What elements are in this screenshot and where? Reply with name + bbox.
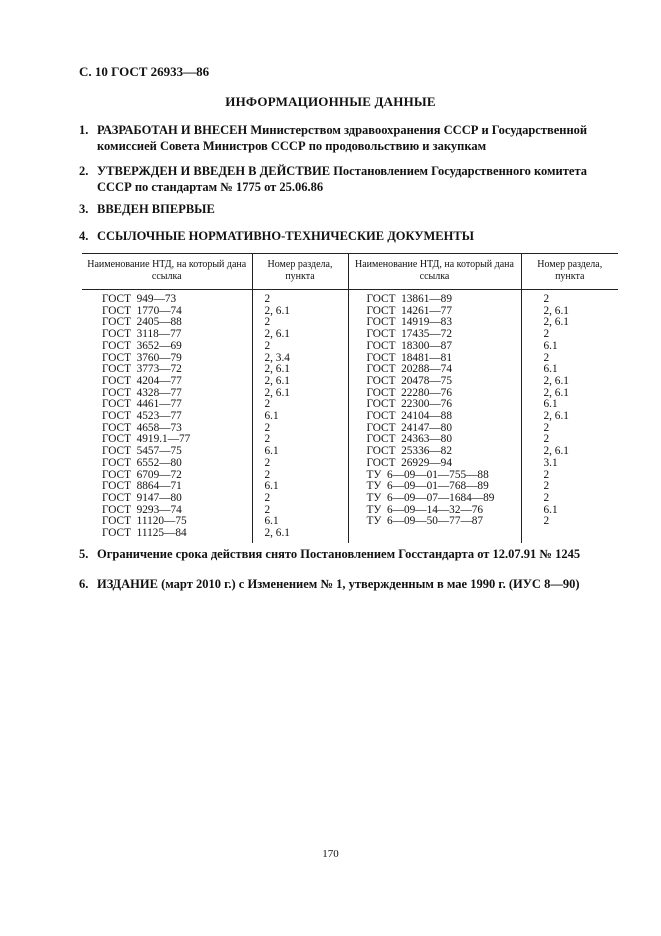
right-doc-cell: ГОСТ 13861—89 <box>348 290 521 306</box>
info-item-4 <box>79 228 589 244</box>
left-point-cell: 2, 6.1 <box>252 528 348 543</box>
right-point-cell: 2, 6.1 <box>543 304 569 317</box>
item-text: Постановлением Государственного комитета СССР по стандартам № 1775 от 25.06.86 <box>97 164 587 194</box>
item-lead: УТВЕРЖДЕН И ВВЕДЕН В ДЕЙСТВИЕ <box>97 164 331 178</box>
table-header-row <box>82 254 618 290</box>
left-point-cell: 2, 6.1 <box>252 329 348 341</box>
right-point-cell: 2 <box>543 328 550 341</box>
left-doc-cell: ГОСТ 6709—72 <box>82 470 252 482</box>
left-point-cell: 6.1 <box>252 411 348 423</box>
right-doc-cell: ГОСТ 18481—81 <box>348 353 521 365</box>
item-number: 1. <box>79 123 89 137</box>
left-point-cell: 2 <box>252 341 348 353</box>
item-number: 4. <box>79 229 89 243</box>
right-doc-cell: ТУ 6—09—01—755—88 <box>348 470 521 482</box>
right-doc-cell: ТУ 6—09—01—768—89 <box>348 481 521 493</box>
left-point-cell: 2 <box>252 458 348 470</box>
item-text: Министерством здравоохранения СССР и Государственной комиссией Совета Министров СССР по продовольствию и закупкам <box>97 123 588 153</box>
left-point-cell: 2 <box>252 290 348 306</box>
right-point-cell: 2, 6.1 <box>543 374 569 387</box>
info-item-2 <box>79 163 589 195</box>
right-point-cell: 2, 6.1 <box>543 445 569 458</box>
left-doc-cell: ГОСТ 11120—75 <box>82 516 252 528</box>
table-row <box>82 376 618 388</box>
header-point-number: Номер раздела, пункта <box>252 254 348 290</box>
right-point-cell: 2 <box>543 480 550 493</box>
right-point-cell: 2 <box>543 433 550 446</box>
left-point-cell: 2 <box>252 493 348 505</box>
item-lead: РАЗРАБОТАН И ВНЕСЕН <box>97 123 248 137</box>
left-doc-cell: ГОСТ 3652—69 <box>82 341 252 353</box>
left-doc-cell: ГОСТ 4919.1—77 <box>82 434 252 446</box>
left-point-cell: 2 <box>252 399 348 411</box>
right-point-cell: 6.1 <box>543 398 558 411</box>
right-point-cell: 2, 6.1 <box>543 386 569 399</box>
left-doc-cell: ГОСТ 3760—79 <box>82 353 252 365</box>
table-row <box>82 458 618 470</box>
item-number: 3. <box>79 202 89 216</box>
left-point-cell: 6.1 <box>252 481 348 493</box>
left-doc-cell: ГОСТ 11125—84 <box>82 528 252 543</box>
left-doc-cell: ГОСТ 3118—77 <box>82 329 252 341</box>
left-point-cell: 2, 3.4 <box>252 353 348 365</box>
left-doc-cell: ГОСТ 8864—71 <box>82 481 252 493</box>
right-point-cell: 2 <box>543 468 550 481</box>
right-doc-cell: ГОСТ 14261—77 <box>348 306 521 318</box>
right-point-cell <box>521 528 618 543</box>
right-doc-cell: ГОСТ 20288—74 <box>348 364 521 376</box>
left-point-cell: 6.1 <box>252 516 348 528</box>
left-doc-cell: ГОСТ 949—73 <box>82 290 252 306</box>
right-doc-cell: ТУ 6—09—50—77—87 <box>348 516 521 528</box>
item-lead: ВВЕДЕН ВПЕРВЫЕ <box>97 202 215 216</box>
header-doc-name: Наименование НТД, на который дана ссылка <box>82 254 252 290</box>
right-point-cell: 6.1 <box>543 503 558 516</box>
item-lead: Ограничение срока действия снято Постановлением Госстандарта от 12.07.91 № 1245 <box>97 547 581 561</box>
header-point-number: Номер раздела, пункта <box>521 254 618 290</box>
left-point-cell: 2, 6.1 <box>252 376 348 388</box>
right-point-cell: 6.1 <box>543 363 558 376</box>
table-row <box>82 290 618 306</box>
right-doc-cell: ГОСТ 22280—76 <box>348 388 521 400</box>
left-point-cell: 2, 6.1 <box>252 388 348 400</box>
right-doc-cell: ГОСТ 24147—80 <box>348 423 521 435</box>
right-point-cell: 2 <box>543 293 550 305</box>
left-point-cell: 2, 6.1 <box>252 364 348 376</box>
right-doc-cell: ТУ 6—09—14—32—76 <box>348 505 521 517</box>
right-doc-cell: ТУ 6—09—07—1684—89 <box>348 493 521 505</box>
item-number: 6. <box>79 577 89 591</box>
right-point-cell: 3.1 <box>543 456 558 469</box>
left-doc-cell: ГОСТ 4328—77 <box>82 388 252 400</box>
right-point-cell: 2 <box>543 351 550 364</box>
info-item-1 <box>79 122 589 154</box>
right-doc-cell: ГОСТ 25336—82 <box>348 446 521 458</box>
page-header: С. 10 ГОСТ 26933—86 <box>79 64 210 79</box>
left-doc-cell: ГОСТ 4204—77 <box>82 376 252 388</box>
left-doc-cell: ГОСТ 9147—80 <box>82 493 252 505</box>
table-row <box>82 411 618 423</box>
item-lead: ИЗДАНИЕ <box>97 577 158 591</box>
right-point-cell: 2 <box>543 515 550 528</box>
left-doc-cell: ГОСТ 4461—77 <box>82 399 252 411</box>
right-doc-cell: ГОСТ 24363—80 <box>348 434 521 446</box>
left-doc-cell: ГОСТ 5457—75 <box>82 446 252 458</box>
right-point-cell: 6.1 <box>543 339 558 352</box>
left-point-cell: 2 <box>252 505 348 517</box>
left-doc-cell: ГОСТ 4523—77 <box>82 411 252 423</box>
left-doc-cell: ГОСТ 9293—74 <box>82 505 252 517</box>
table-row <box>82 528 618 543</box>
left-doc-cell: ГОСТ 2405—88 <box>82 317 252 329</box>
page-number: 170 <box>322 848 339 860</box>
item-text: (март 2010 г.) с Изменением № 1, утвержденным в мае 1990 г. (ИУС 8—90) <box>157 577 580 591</box>
left-point-cell: 2 <box>252 423 348 435</box>
right-doc-cell: ГОСТ 26929—94 <box>348 458 521 470</box>
right-point-cell: 2, 6.1 <box>543 316 569 329</box>
left-doc-cell: ГОСТ 6552—80 <box>82 458 252 470</box>
left-doc-cell: ГОСТ 1770—74 <box>82 306 252 318</box>
info-item-5 <box>79 546 589 562</box>
section-title: ИНФОРМАЦИОННЫЕ ДАННЫЕ <box>225 94 436 109</box>
right-point-cell: 2 <box>543 491 550 504</box>
right-point-cell: 2 <box>543 421 550 434</box>
right-doc-cell <box>348 528 521 543</box>
left-point-cell: 2 <box>252 470 348 482</box>
left-point-cell: 2 <box>252 317 348 329</box>
right-doc-cell: ГОСТ 18300—87 <box>348 341 521 353</box>
left-point-cell: 2, 6.1 <box>252 306 348 318</box>
left-doc-cell: ГОСТ 3773—72 <box>82 364 252 376</box>
left-doc-cell: ГОСТ 4658—73 <box>82 423 252 435</box>
table-row <box>82 341 618 353</box>
right-point-cell: 2, 6.1 <box>543 410 569 423</box>
right-doc-cell: ГОСТ 22300—76 <box>348 399 521 411</box>
item-lead: ССЫЛОЧНЫЕ НОРМАТИВНО-ТЕХНИЧЕСКИЕ ДОКУМЕНТЫ <box>97 229 474 243</box>
right-doc-cell: ГОСТ 17435—72 <box>348 329 521 341</box>
item-number: 2. <box>79 164 89 178</box>
header-doc-name: Наименование НТД, на который дана ссылка <box>348 254 521 290</box>
item-number: 5. <box>79 547 89 561</box>
info-item-6 <box>79 576 589 592</box>
left-point-cell: 2 <box>252 434 348 446</box>
left-point-cell: 6.1 <box>252 446 348 458</box>
right-doc-cell: ГОСТ 14919—83 <box>348 317 521 329</box>
right-doc-cell: ГОСТ 24104—88 <box>348 411 521 423</box>
table-row <box>82 493 618 505</box>
info-item-3 <box>79 201 589 217</box>
right-doc-cell: ГОСТ 20478—75 <box>348 376 521 388</box>
references-table <box>82 253 618 543</box>
